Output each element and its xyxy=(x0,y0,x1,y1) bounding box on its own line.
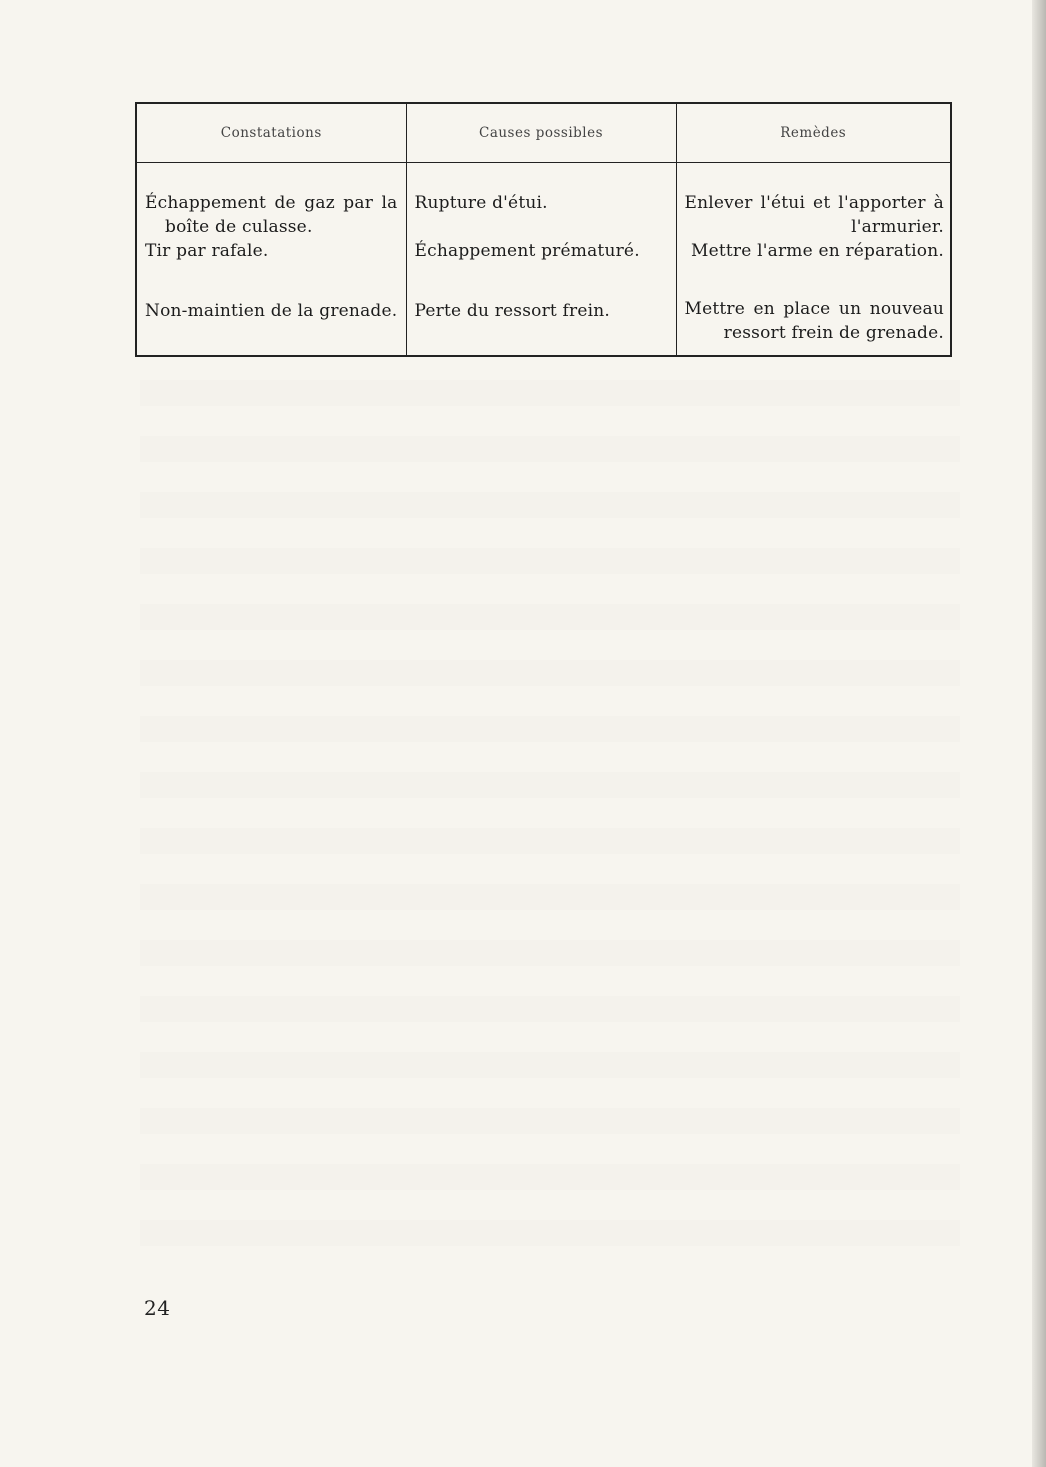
remede-text: Mettre l'arme en réparation. xyxy=(690,241,944,261)
table-row xyxy=(136,297,951,356)
page-edge-shadow xyxy=(1032,0,1046,1467)
constatation-text: Non-maintien de la grenade. xyxy=(145,301,398,321)
page-number: 24 xyxy=(144,1296,171,1320)
header-causes-possibles: Causes possibles xyxy=(406,103,676,163)
table-row xyxy=(136,239,951,297)
cell-cause xyxy=(406,163,676,240)
cell-remede xyxy=(676,239,951,297)
cell-cause xyxy=(406,239,676,297)
cell-constatation xyxy=(136,163,406,240)
cell-constatation xyxy=(136,239,406,297)
constatation-text: Tir par rafale. xyxy=(145,241,269,261)
remede-text: Mettre en place un nouveau ressort frein de grenade. xyxy=(684,299,944,343)
cause-text: Échappement prématuré. xyxy=(414,241,640,261)
constatation-text: Échappement de gaz par la boîte de culasse. xyxy=(145,193,398,237)
cell-remede xyxy=(676,163,951,240)
header-remedes: Remèdes xyxy=(676,103,951,163)
table-row xyxy=(136,163,951,240)
troubleshooting-table xyxy=(135,102,952,357)
cell-constatation xyxy=(136,297,406,356)
cell-cause xyxy=(406,297,676,356)
remede-text: Enlever l'étui et l'apporter à l'armurier. xyxy=(684,193,944,237)
cause-text: Rupture d'étui. xyxy=(414,193,548,213)
table-header-row xyxy=(136,103,951,163)
cell-remede xyxy=(676,297,951,356)
cause-text: Perte du ressort frein. xyxy=(414,301,610,321)
show-through-background xyxy=(140,380,960,1260)
header-constatations: Constatations xyxy=(136,103,406,163)
